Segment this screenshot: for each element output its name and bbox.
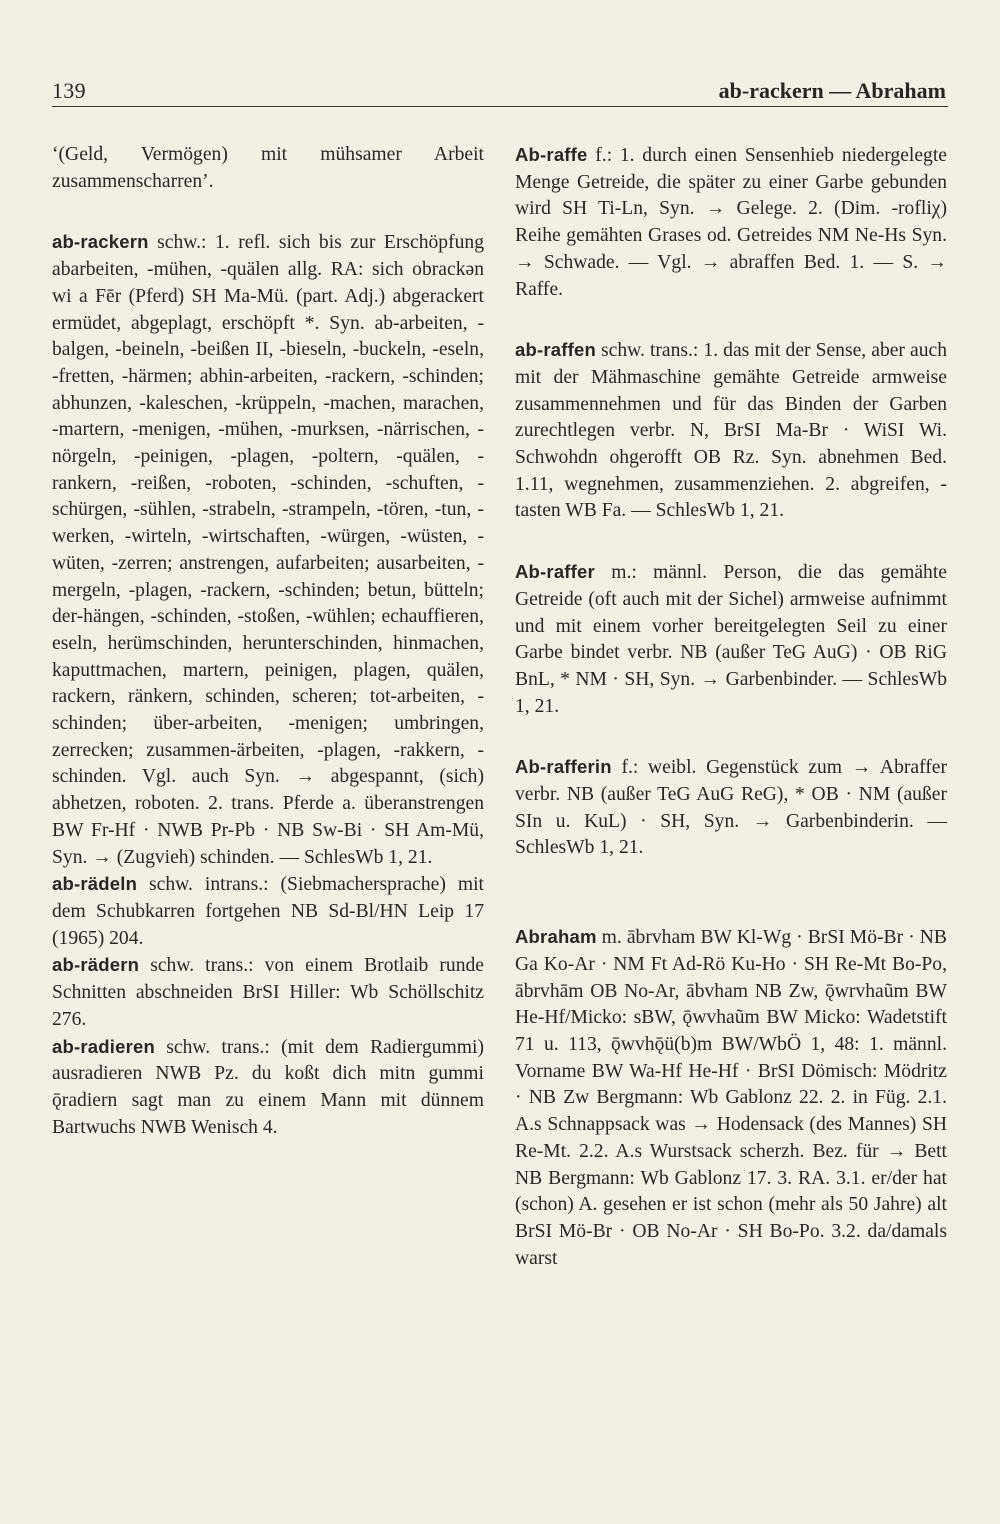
dictionary-entry	[52, 1034, 484, 1142]
entry-text: ‘(Geld, Vermögen) mit mühsamer Arbeit zusammenscharren’.	[52, 144, 484, 192]
dictionary-entry	[52, 142, 484, 195]
dictionary-entry	[515, 337, 947, 525]
entry-headword: Ab-raffer	[515, 561, 595, 583]
entry-headword: ab-rackern	[52, 231, 149, 253]
entry-text: schw. intrans.: (Siebmachersprache) mit dem Schubkarren fortgehen NB Sd-Bl/HN Leip 17 (1965) 204.	[52, 874, 484, 949]
entry-headword: Abraham	[515, 926, 597, 948]
dictionary-entry	[515, 924, 947, 1272]
entry-text: schw. trans.: (mit dem Radiergummi) ausradieren NWB Pz. du koßt dich mitn gummi ǭradiern sagt man zu einem Mann mit dünnem Bartwuchs NWB Wenisch 4.	[52, 1036, 484, 1138]
entry-headword: Ab-rafferin	[515, 756, 612, 778]
right-column	[515, 142, 947, 1272]
dictionary-entry	[52, 952, 484, 1033]
entry-headword: Ab-raffe	[515, 144, 588, 165]
entry-headword: ab-rädeln	[52, 873, 138, 895]
entry-headword: ab-rädern	[52, 954, 140, 976]
entry-headword: ab-radieren	[52, 1035, 155, 1057]
page-number: 139	[52, 78, 86, 103]
running-head: ab-rackern — Abraham	[718, 78, 946, 103]
entry-text: schw. trans.: 1. das mit der Sense, aber auch mit der Mähmaschine gemähte Getreide armweise zusammennehmen und für das Binden der Garben zurechtlegen verbr. N, BrSI Ma-Br · WiSI Wi. Schwohdn ohgerofft OB Rz. Syn. abnehmen Bed. 1.11, wegnehmen, zusammenziehen. 2. abgreifen, -tasten WB Fa. — SchlesWb 1, 21.	[515, 340, 947, 522]
dictionary-entry	[515, 754, 947, 862]
dictionary-entry	[52, 871, 484, 952]
dictionary-entry	[515, 559, 947, 720]
entry-headword: ab-raffen	[515, 339, 596, 361]
entry-text: f.: 1. durch einen Sensenhieb niedergelegte Menge Getreide, die später zu einer Garbe gebunden wird SH Ti-Ln, Syn. → Gelege. 2. (Dim. -rofliχ) Reihe gemähten Grases od. Getreides NM Ne-Hs Syn. → Schwade. — Vgl. → abraffen Bed. 1. — S. → Raffe.	[515, 145, 947, 300]
entry-text: f.: weibl. Gegenstück zum → Abraffer verbr. NB (außer TeG AuG ReG), * OB · NM (außer SIn u. KuL) · SH, Syn. → Garbenbinderin. — SchlesWb 1, 21.	[515, 757, 947, 859]
dictionary-entry	[515, 142, 947, 303]
entry-text: schw.: 1. refl. sich bis zur Erschöpfung abarbeiten, -mühen, -quälen allg. RA: sich obrackən wi a Fēr (Pferd) SH Ma-Mü. (part. Adj.) abgerackert ermüdet, abgeplagt, erschöpft *. Syn. ab-arbeiten, -balgen, -beineln, -beißen II, -bieseln, -buckeln, -eseln, -fretten, -härmen; abhin-arbeiten, -rackern, -schinden; abhunzen, -kaleschen, -krüppeln, -machen, marachen, -martern, -menigen, -mühen, -murksen, -närrischen, -nörgeln, -peinigen, -plagen, -poltern, -quälen, -rankern, -reißen, -roboten, -schinden, -schuften, -schürgen, -sühlen, -strabeln, -strampeln, -tören, -tun, -werken, -wirteln, -wirtschaften, -würgen, -wüsten, -wüten, -zerren; anstrengen, aufarbeiten; ausarbeiten, -mergeln, -plagen, -rackern, -schinden; betun, bütteln; der-hängen, -schinden, -stoßen, -wühlen; echauffieren, eseln, herümschinden, herunterschinden, hinmachen, kaputtmachen, martern, peinigen, plagen, quälen, rackern, ränkern, schinden, scheren; tot-arbeiten, -schinden; über-arbeiten, -menigen; umbringen, zerrecken; zusammen-ärbeiten, -plagen, -rakkern, -schinden. Vgl. auch Syn. → abgespannt, (sich) abhetzen, roboten. 2. trans. Pferde a. überanstrengen BW Fr-Hf · NWB Pr-Pb · NB Sw-Bi · SH Am-Mü, Syn. → (Zugvieh) schinden. — SchlesWb 1, 21.	[52, 232, 484, 868]
entry-text: schw. trans.: von einem Brotlaib runde Schnitten abschneiden BrSI Hiller: Wb Schöllschitz 276.	[52, 955, 484, 1030]
entry-text: m.: männl. Person, die das gemähte Getreide (oft auch mit der Sichel) armweise aufnimmt und mit einem vorher bereitgelegten Seil zu einer Garbe bindet verbr. NB (außer TeG AuG) · OB RiG BnL, * NM · SH, Syn. → Garbenbinder. — SchlesWb 1, 21.	[515, 562, 947, 717]
left-column	[52, 142, 484, 1141]
dictionary-entry	[52, 229, 484, 871]
entry-text: m. ābrvham BW Kl-Wg · BrSI Mö-Br · NB Ga Ko-Ar · NM Ft Ad-Rö Ku-Ho · SH Re-Mt Bo-Po, ābrvhām OB No-Ar, ābvham NB Zw, ǭwrvhaũm BW He-Hf/Micko: sBW, ǭwvhaũm BW Micko: Wadetstift 71 u. 113, ǭwvhǭü(b)m BW/WbÖ 1, 48: 1. männl. Vorname BW Wa-Hf He-Hf · BrSI Dömisch: Mödritz · NB Zw Bergmann: Wb Gablonz 22. 2. in Füg. 2.1. A.s Schnappsack was → Hodensack (des Mannes) SH Re-Mt. 2.2. A.s Wurstsack scherzh. Bez. für → Bett NB Bergmann: Wb Gablonz 17. 3. RA. 3.1. er/der hat (schon) A. gesehen er ist schon (mehr als 50 Jahre) alt BrSI Mö-Br · OB No-Ar · SH Bo-Po. 3.2. da/damals warst	[515, 927, 947, 1269]
header-rule	[52, 106, 948, 107]
